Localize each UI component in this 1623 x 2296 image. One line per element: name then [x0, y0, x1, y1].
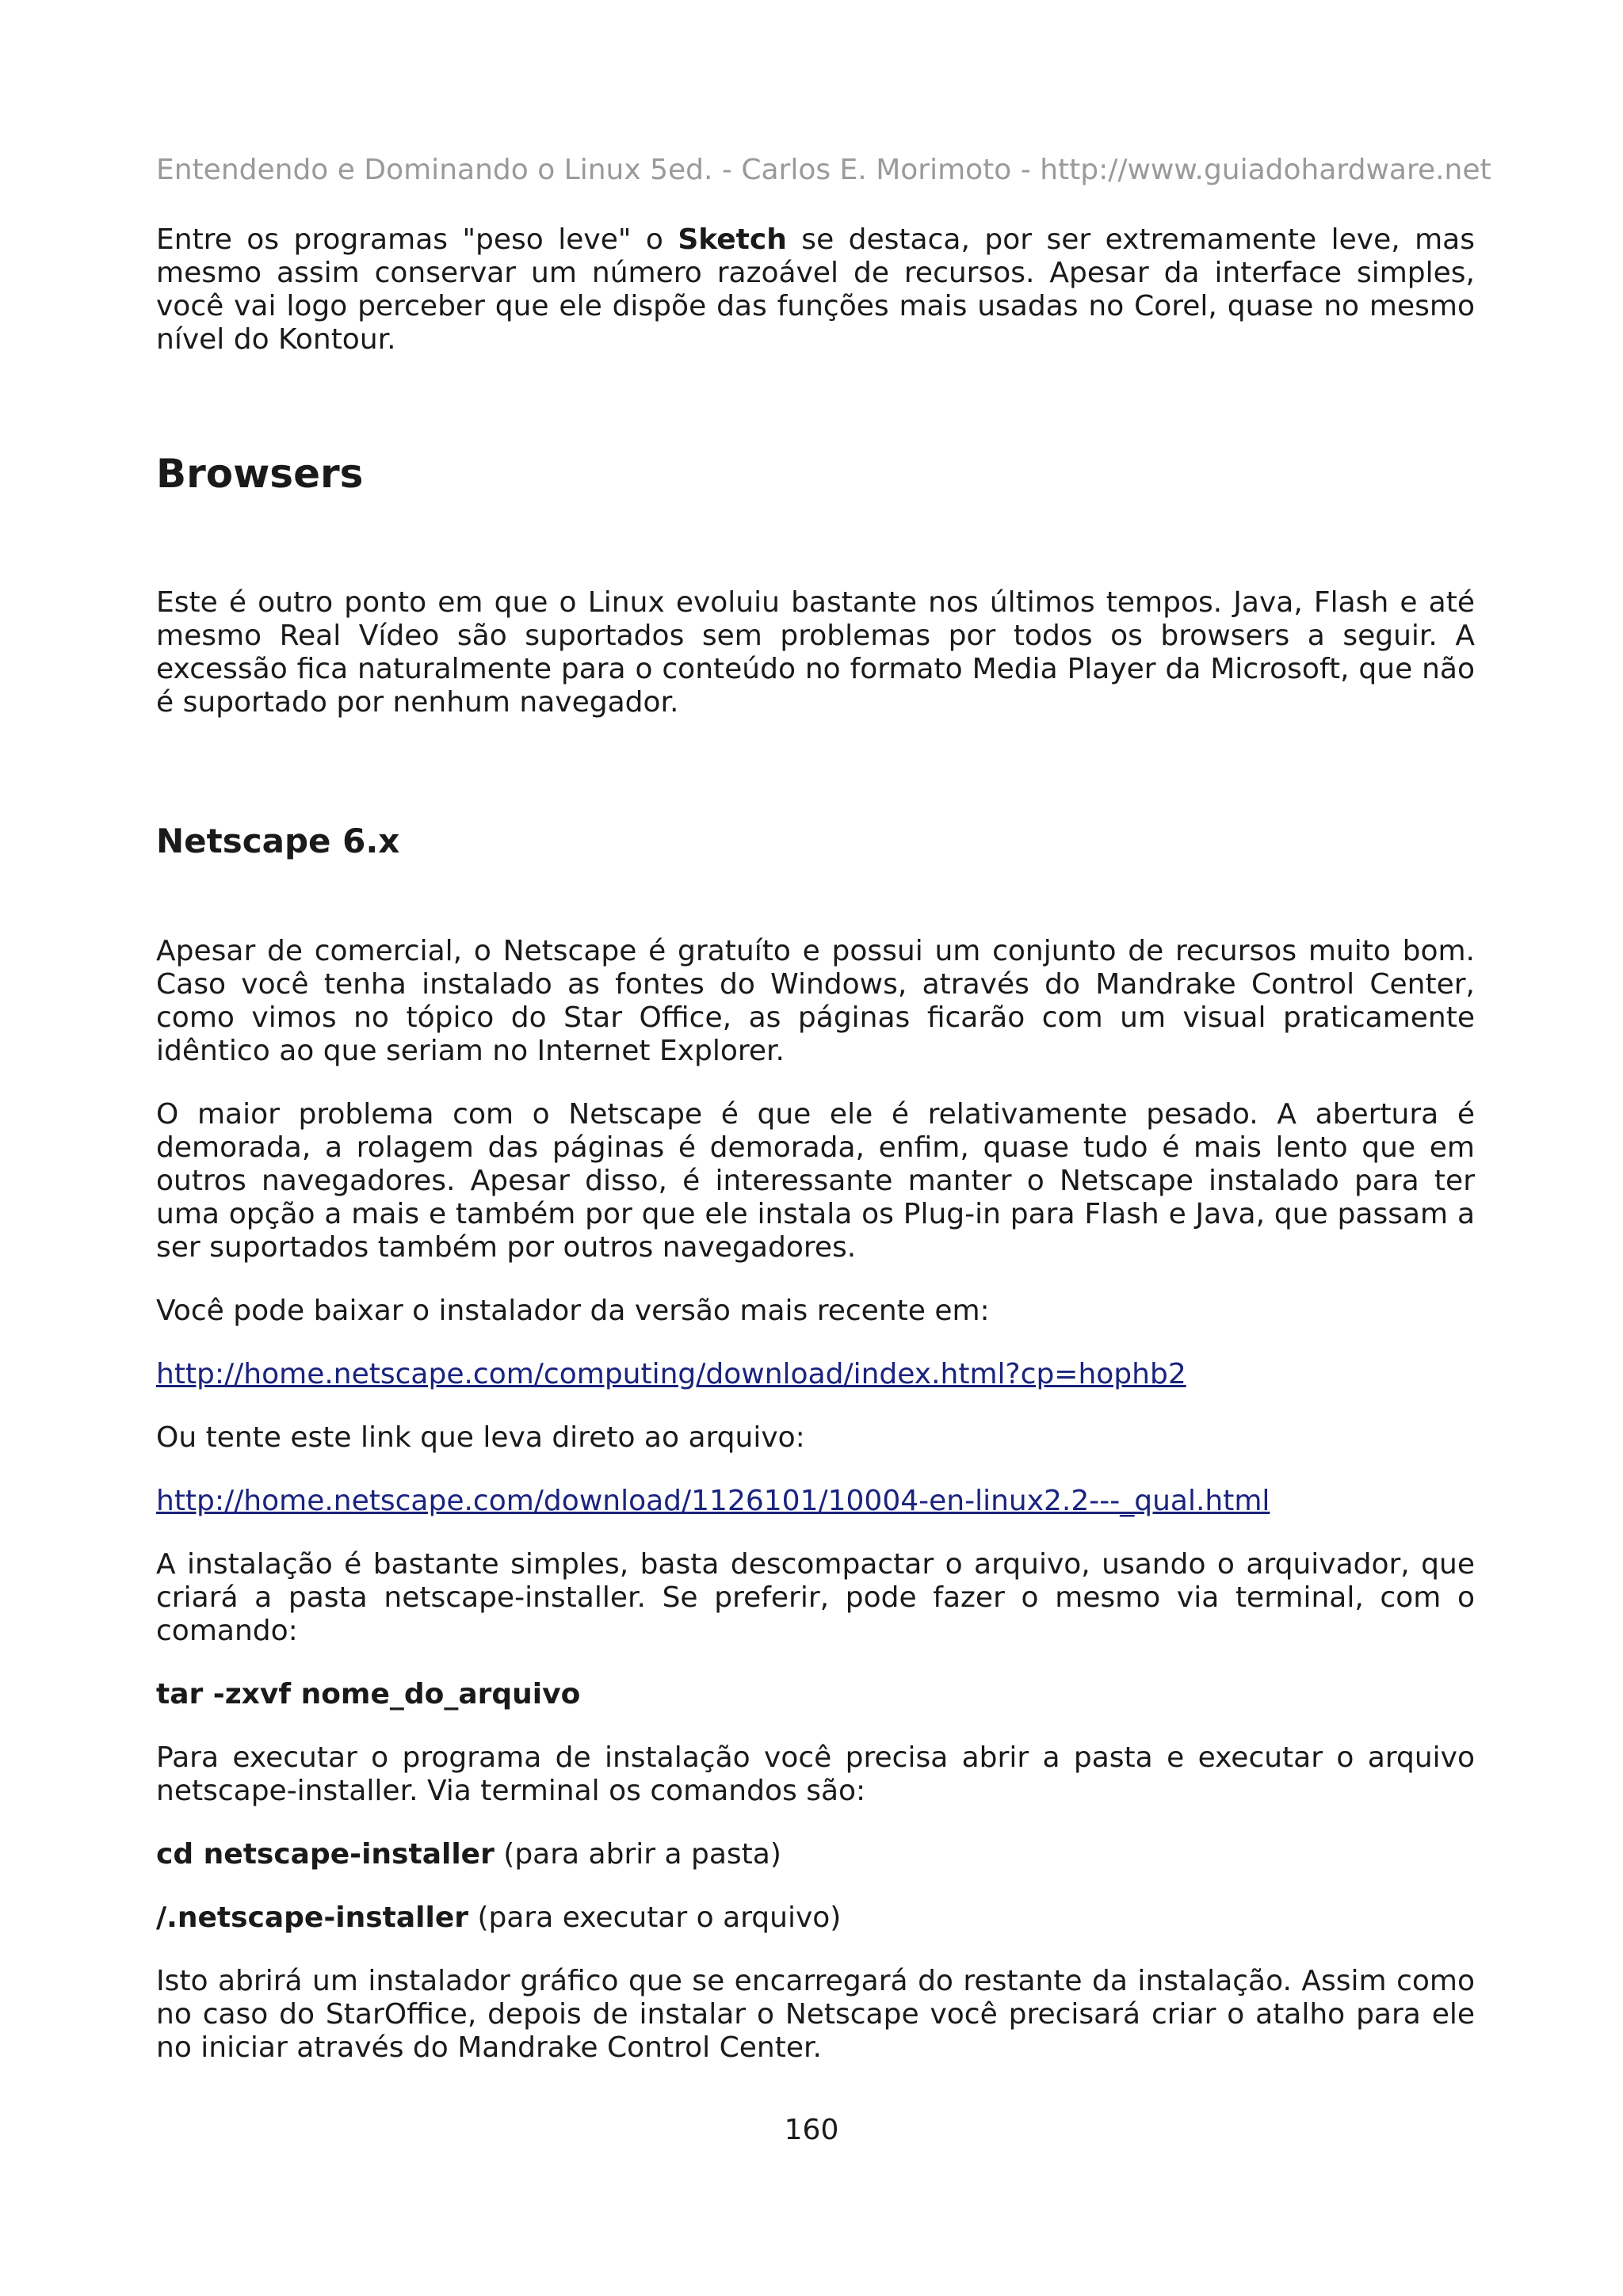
command-run-note: (para executar o arquivo) — [468, 1901, 842, 1934]
page-number: 160 — [784, 2114, 839, 2146]
intro-paragraph — [156, 223, 1475, 357]
netscape-paragraph-2: O maior problema com o Netscape é que ele é relativamente pesado. A abertura é demorada, a rolagem das páginas é demorada, enfim, quase tudo é mais lento que em outros navegadores. Apesar disso, é interessante manter o Netscape instalado para ter uma opção a mais e também por que ele instala os Plug-in para Flash e Java, que passam a ser suportados também por outros navegadores. — [156, 1098, 1475, 1264]
section-heading: Browsers — [156, 451, 364, 497]
download-link-2[interactable] — [156, 1485, 1475, 1518]
command-run — [156, 1901, 1475, 1935]
command-run-text: /.netscape-installer — [156, 1901, 469, 1934]
page-content — [156, 223, 1475, 2065]
command-tar — [156, 1678, 1475, 1711]
netscape-paragraph-7: Isto abrirá um instalador gráfico que se encarregará do restante da instalação. Assim como no caso do StarOffice, depois de instalar o Netscape você precisará criar o atalho para ele no iniciar através do Mandrake Control Center. — [156, 1965, 1475, 2064]
netscape-paragraph-6: Para executar o programa de instalação você precisa abrir a pasta e executar o arquivo netscape-installer. Via terminal os comandos são: — [156, 1741, 1475, 1807]
intro-text-pre: Entre os programas "peso leve" o — [156, 223, 678, 256]
subsection-heading: Netscape 6.x — [156, 822, 400, 860]
browsers-paragraph: Este é outro ponto em que o Linux evoluiu bastante nos últimos tempos. Java, Flash e até mesmo Real Vídeo são suportados sem problemas por todos os browsers a seguir. A excessão fica naturalmente para o conteúdo no formato Media Player da Microsoft, que não é suportado por nenhum navegador. — [156, 586, 1475, 719]
netscape-paragraph-5: A instalação é bastante simples, basta descompactar o arquivo, usando o arquivador, que criará a pasta netscape-installer. Se preferir, pode fazer o mesmo via terminal, com o comando: — [156, 1548, 1475, 1647]
download-link-1[interactable] — [156, 1358, 1475, 1391]
download-link-1-text[interactable]: http://home.netscape.com/computing/download/index.html?cp=hophb2 — [156, 1358, 1186, 1390]
command-tar-text: tar -zxvf nome_do_arquivo — [156, 1678, 581, 1711]
running-header: Entendendo e Dominando o Linux 5ed. - Carlos E. Morimoto - http://www.guiadohardware.net — [156, 154, 1491, 186]
command-cd-note: (para abrir a pasta) — [494, 1838, 781, 1871]
intro-text-post: se destaca, por ser extremamente leve, mas mesmo assim conservar um número razoável de recursos. Apesar da interface simples, você vai logo perceber que ele dispõe das funções mais usadas no Corel, quase no mesmo nível do Kontour. — [156, 223, 1475, 356]
netscape-paragraph-1: Apesar de comercial, o Netscape é gratuíto e possui um conjunto de recursos muito bom. Caso você tenha instalado as fontes do Windows, através do Mandrake Control Center, como vimos no tópico do Star Office, as páginas ficarão com um visual praticamente idêntico ao que seriam no Internet Explorer. — [156, 935, 1475, 1067]
download-link-2-text[interactable]: http://home.netscape.com/download/1126101/10004-en-linux2.2---_qual.html — [156, 1485, 1270, 1517]
command-cd — [156, 1838, 1475, 1871]
intro-bold-term: Sketch — [678, 223, 787, 256]
netscape-paragraph-4: Ou tente este link que leva direto ao arquivo: — [156, 1421, 805, 1454]
netscape-paragraph-3: Você pode baixar o instalador da versão mais recente em: — [156, 1295, 990, 1327]
command-cd-text: cd netscape-installer — [156, 1838, 495, 1871]
